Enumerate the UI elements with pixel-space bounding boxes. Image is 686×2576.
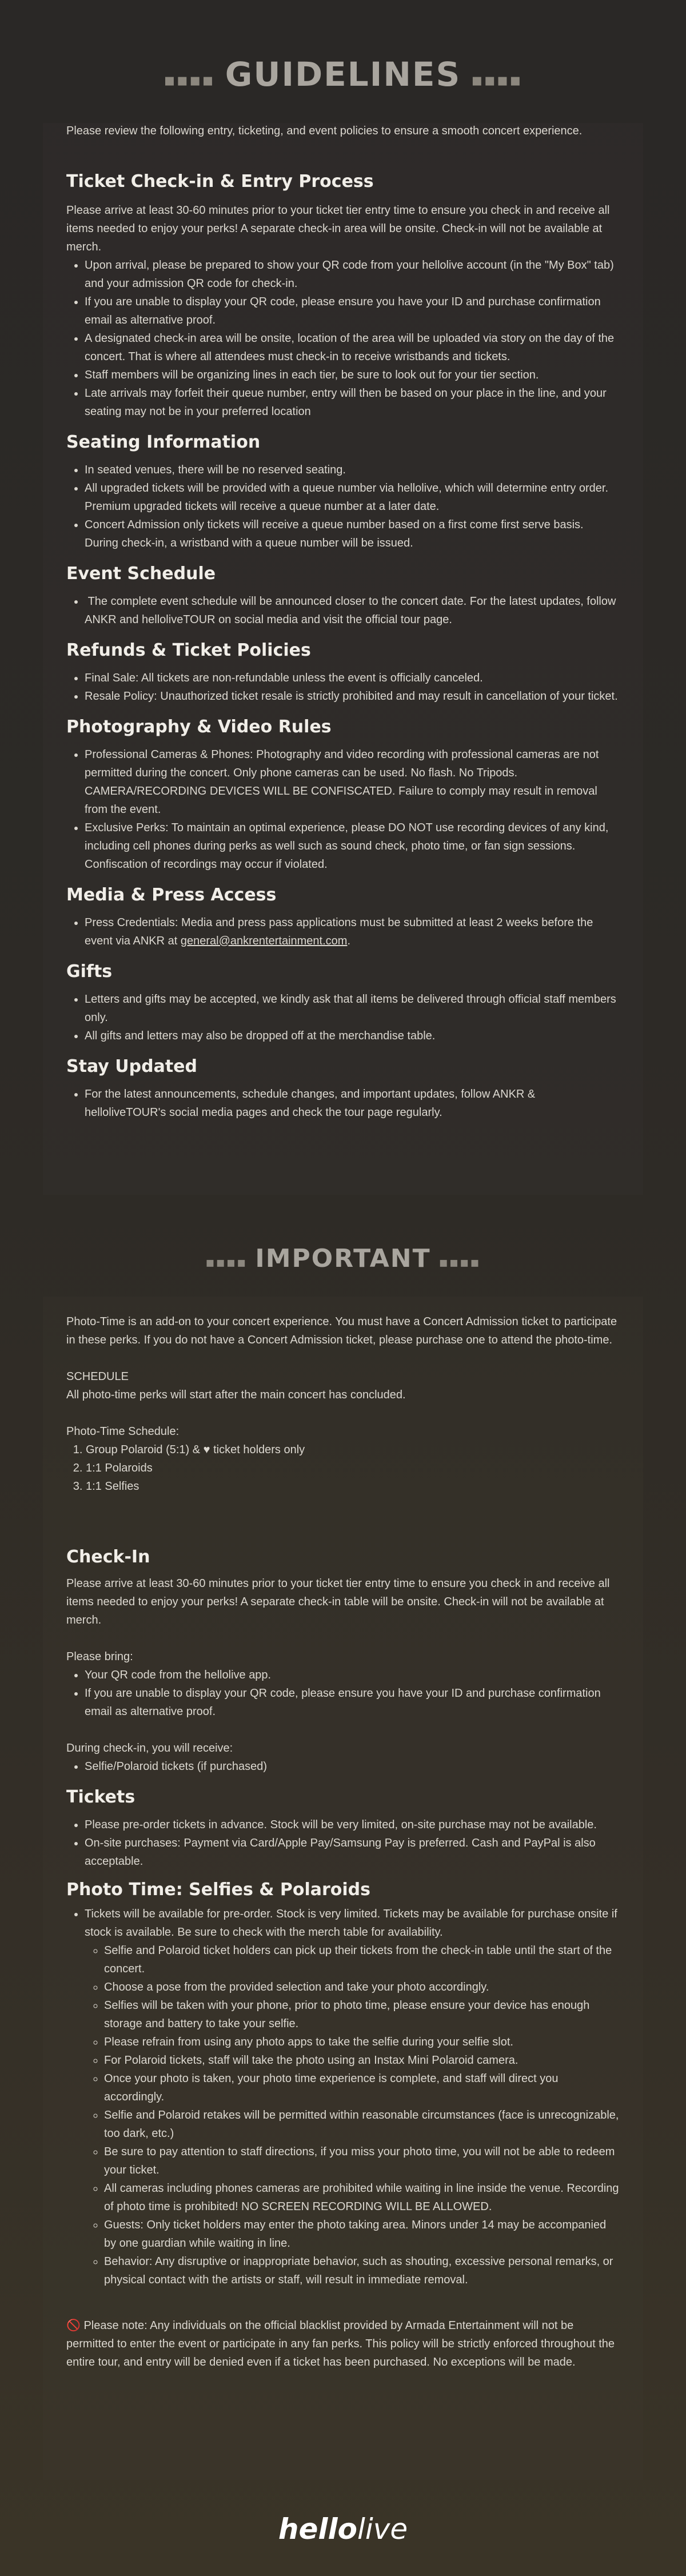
important-content [0, 1313, 686, 2371]
important-intro: Photo-Time is an add-on to your concert experience. You must have a Concert Admission ticket to participate in these perks. If you do not have a Concert Admission ticket, please purchase one to attend the photo-time. [66, 1315, 617, 1346]
imp-checkin-heading: Check-In [66, 1547, 150, 1567]
bring-list [66, 1666, 620, 1721]
guidelines-title: ▪▪▪▪ GUIDELINES ▪▪▪▪ [163, 55, 523, 94]
list-item: ◦ Choose a pose from the provided selection and take your photo accordingly. [104, 1978, 620, 1996]
list-item: ◦ Be sure to pay attention to staff directions, if you miss your photo time, you will not be able to redeem your ticket. [104, 2143, 620, 2179]
heading-dots-left: ▪▪▪▪ [163, 70, 215, 90]
list-item: • A designated check-in area will be onsite, location of the area will be uploaded via story on the day of the concert. That is where all attendees must check-in to receive wristbands and tickets. [85, 329, 620, 366]
media-text: Press Credentials: Media and press pass applications must be submitted at least 2 weeks before the event via ANKR at [85, 916, 593, 947]
phototime-list [66, 1905, 620, 2289]
list-item: • For the latest announcements, schedule changes, and important updates, follow ANKR & helloliveTOUR's social media pages and check the tour page regularly. [85, 1085, 620, 1122]
list-item: • Your QR code from the hellolive app. [85, 1666, 620, 1684]
list-item: • All gifts and letters may also be dropped off at the merchandise table. [85, 1027, 620, 1045]
imp-tickets-heading: Tickets [66, 1787, 135, 1807]
list-item: • Press Credentials: Media and press pass applications must be submitted at least 2 weeks before the event via ANKR at general@ankrentertainment.com. [85, 914, 620, 950]
list-item: • Late arrivals may forfeit their queue number, entry will then be based on your place in the line, and your seating may not be in your preferred location [85, 384, 620, 421]
list-item: • Professional Cameras & Phones: Photography and video recording with professional cameras are not permitted during the concert. Only phone cameras can be used. No flash. No Tripods. CAMERA/RECORDING DEVICES WILL BE CONFISCATED. Failure to comply may result in removal from the event. [85, 745, 620, 819]
list-item: • Upon arrival, please be prepared to show your QR code from your hellolive account (in the "My Box" tab) and your admission QR code for check-in. [85, 256, 620, 293]
receive-list [66, 1757, 620, 1776]
gifts-heading: Gifts [66, 962, 113, 982]
phototime-section [66, 1879, 620, 2289]
list-item: • If you are unable to display your QR code, please ensure you have your ID and purchase confirmation email as alternative proof. [85, 1684, 620, 1721]
guidelines-intro: Please review the following entry, ticketing, and event policies to ensure a smooth concert experience. [66, 125, 583, 137]
phototime-sub-list [85, 1941, 620, 2289]
checkin-heading: Ticket Check-in & Entry Process [66, 172, 374, 192]
schedule-label: SCHEDULE [66, 1370, 129, 1383]
seating-heading: Seating Information [66, 432, 261, 452]
hellolive-logo[interactable]: hellolive [278, 2513, 408, 2546]
refunds-heading: Refunds & Ticket Policies [66, 640, 311, 660]
list-item: • All upgraded tickets will be provided with a queue number via hellolive, which will determine entry order. Premium upgraded tickets will receive a queue number at a later date. [85, 479, 620, 516]
photo-heading: Photography & Video Rules [66, 717, 332, 737]
list-item: ◦ Selfies will be taken with your phone, prior to photo time, please ensure your device has enough storage and battery to take your selfie. [104, 1996, 620, 2033]
list-item: 1. Group Polaroid (5:1) & ♥ ticket holders only [86, 1441, 620, 1459]
schedule-heading: Event Schedule [66, 564, 216, 584]
heading-dots-left: ▪▪▪▪ [205, 1254, 248, 1270]
list-item: ◦ Selfie and Polaroid ticket holders can pick up their tickets from the check-in table until the start of the concert. [104, 1941, 620, 1978]
list-item: • Final Sale: All tickets are non-refundable unless the event is officially canceled. [85, 669, 620, 687]
list-item: ◦ All cameras including phones cameras are prohibited while waiting in line inside the venue. Recording of photo time is prohibited! NO SCREEN RECORDING WILL BE ALLOWED. [104, 2179, 620, 2216]
list-item: ◦ Selfie and Polaroid retakes will be permitted within reasonable circumstances (face is unrecognizable, too dark, etc.) [104, 2106, 620, 2143]
list-item: • On-site purchases: Payment via Card/Apple Pay/Samsung Pay is preferred. Cash and PayPal is also acceptable. [85, 1834, 620, 1871]
checkin-text: Please arrive at least 30-60 minutes prior to your ticket tier entry time to ensure you check in and receive all items needed to enjoy your perks! A separate check-in area will be onsite. Check-in will not be available at merch. [66, 204, 610, 253]
heading-dots-right: ▪▪▪▪ [471, 70, 523, 90]
receive-label: During check-in, you will receive: [66, 1742, 233, 1754]
list-item: • Concert Admission only tickets will receive a queue number based on a first come first serve basis. During check-in, a wristband with a queue number will be issued. [85, 516, 620, 552]
photo-schedule-label: Photo-Time Schedule: [66, 1425, 180, 1438]
list-item: ◦ Guests: Only ticket holders may enter the photo taking area. Minors under 14 may be accompanied by one guardian while waiting in line. [104, 2216, 620, 2252]
list-item: • If you are unable to display your QR code, please ensure you have your ID and purchase confirmation email as alternative proof. [85, 293, 620, 329]
blacklist-note-text: Please note: Any individuals on the official blacklist provided by Armada Entertainment will not be permitted to enter the event or participate in any fan perks. This policy will be strictly enforced throughout the entire tour, and entry will be denied even if a ticket has been purchased. No exceptions will be made. [66, 2319, 615, 2368]
imp-checkin-section [66, 1546, 620, 1776]
list-item: 2. 1:1 Polaroids [86, 1459, 620, 1477]
imp-checkin-text: Please arrive at least 30-60 minutes prior to your ticket tier entry time to ensure you check in and receive all items needed to enjoy your perks! A separate check-in table will be onsite. Check-in will not be available at merch. [66, 1577, 610, 1626]
list-item [85, 1905, 620, 2289]
heading-dots-right: ▪▪▪▪ [438, 1254, 481, 1270]
phototime-main: Tickets will be available for pre-order. Stock is very limited. Tickets may be available for purchase onsite if stock is available. Be sure to check with the merch table for availability. [85, 1908, 617, 1939]
bring-label: Please bring: [66, 1650, 133, 1663]
list-item: • The complete event schedule will be announced closer to the concert date. For the latest updates, follow ANKR and helloliveTOUR on social media and visit the official tour page. [85, 592, 620, 629]
list-item: • Exclusive Perks: To maintain an optimal experience, please DO NOT use recording devices of any kind, including cell phones during perks as well such as sound check, photo time, or fan sign sessions. Confiscation of recordings may occur if violated. [85, 819, 620, 874]
list-item: • Selfie/Polaroid tickets (if purchased) [85, 1757, 620, 1776]
blacklist-note [66, 2316, 620, 2371]
schedule-text: All photo-time perks will start after the main concert has concluded. [66, 1389, 406, 1401]
list-item: • Please pre-order tickets in advance. Stock will be very limited, on-site purchase may not be available. [85, 1816, 620, 1834]
prohibited-icon: 🚫 [66, 2319, 81, 2332]
photo-schedule-list [66, 1441, 620, 1496]
phototime-heading: Photo Time: Selfies & Polaroids [66, 1880, 371, 1900]
media-heading: Media & Press Access [66, 885, 277, 905]
press-email-link[interactable]: general@ankrentertainment.com [180, 935, 348, 947]
imp-tickets-list [66, 1816, 620, 1871]
updated-heading: Stay Updated [66, 1056, 197, 1076]
list-item: • Resale Policy: Unauthorized ticket resale is strictly prohibited and may result in cancellation of your ticket. [85, 687, 620, 705]
important-title: ▪▪▪▪ IMPORTANT ▪▪▪▪ [205, 1244, 481, 1273]
list-item: ◦ Once your photo is taken, your photo time experience is complete, and staff will direct you accordingly. [104, 2069, 620, 2106]
list-item: ◦ Behavior: Any disruptive or inappropriate behavior, such as shouting, excessive personal remarks, or physical contact with the artists or staff, will result in immediate removal. [104, 2252, 620, 2289]
list-item: 3. 1:1 Selfies [86, 1477, 620, 1496]
list-item: • Staff members will be organizing lines in each tier, be sure to look out for your tier section. [85, 366, 620, 384]
list-item: • In seated venues, there will be no reserved seating. [85, 461, 620, 479]
list-item: ◦ For Polaroid tickets, staff will take the photo using an Instax Mini Polaroid camera. [104, 2051, 620, 2069]
list-item: ◦ Please refrain from using any photo apps to take the selfie during your selfie slot. [104, 2033, 620, 2051]
list-item: • Letters and gifts may be accepted, we kindly ask that all items be delivered through official staff members only. [85, 990, 620, 1027]
imp-tickets-section [66, 1786, 620, 1871]
